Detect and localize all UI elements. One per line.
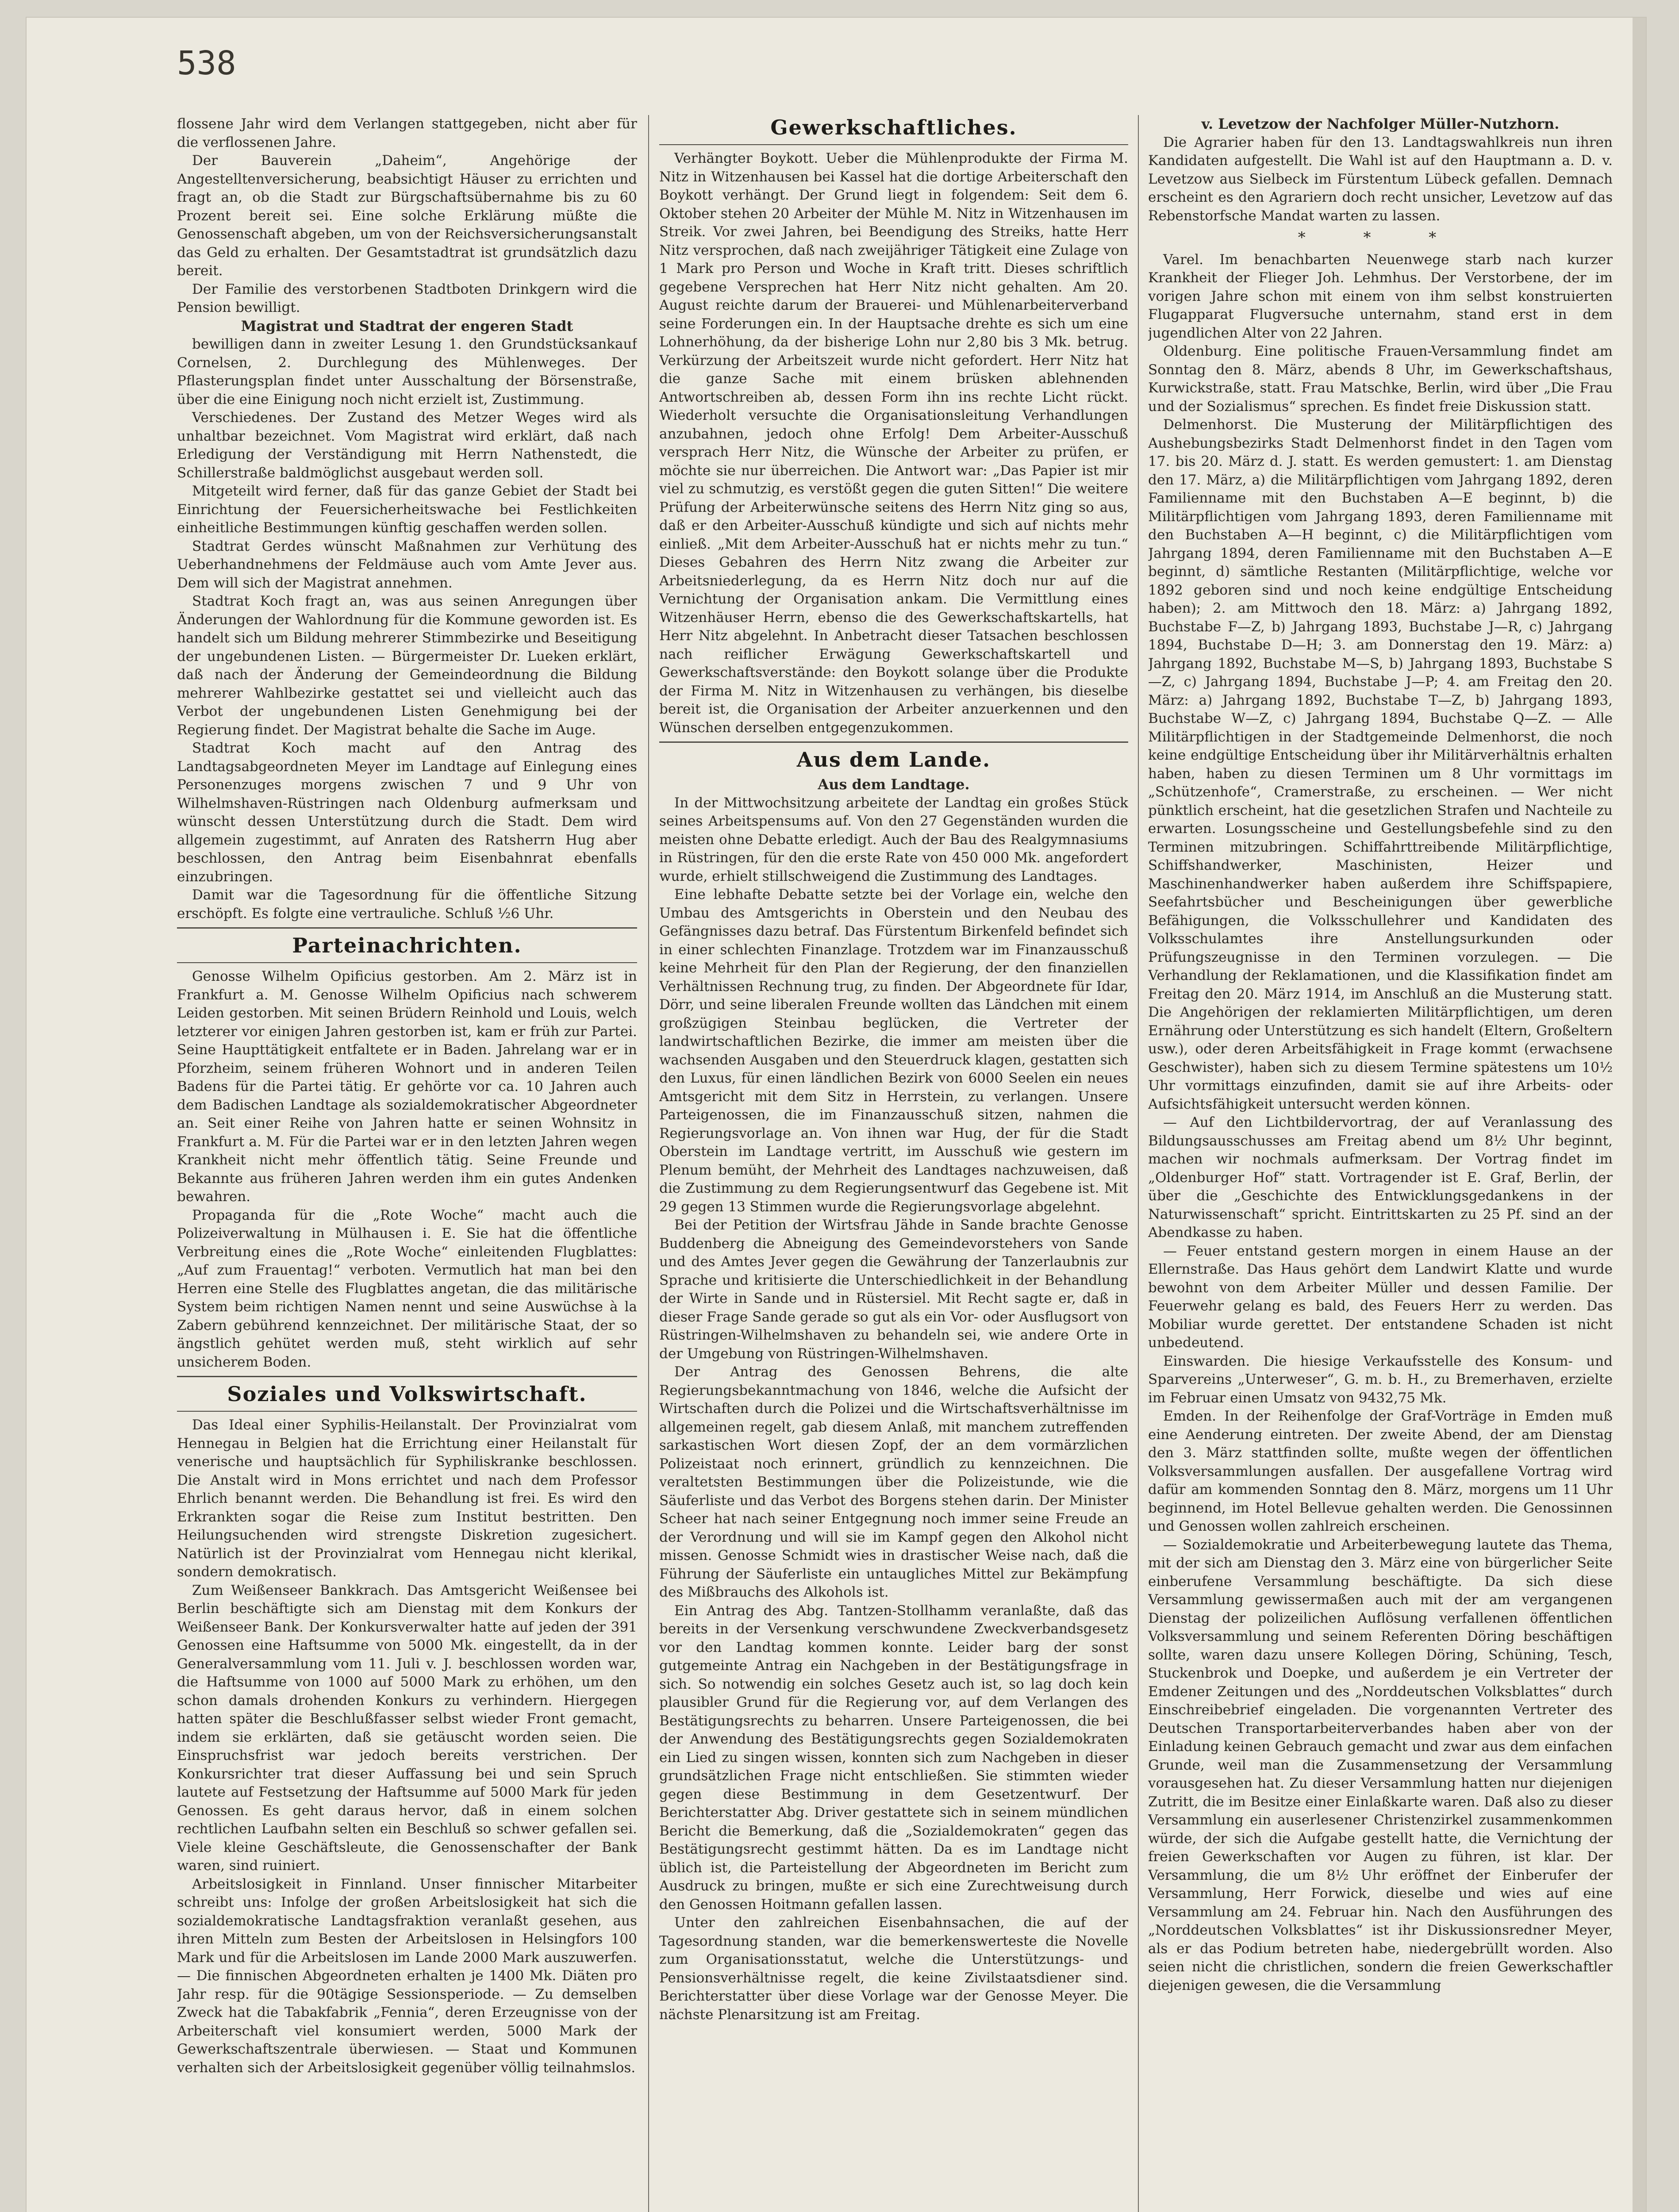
section-rule: [177, 1376, 637, 1377]
paragraph: bewilligen dann in zweiter Lesung 1. den Grundstücksankauf Cornelsen, 2. Durchlegung des Mühlenweges. Der Pflasterungsplan findet unter Ausschaltung der Börsenstraße, über die eine Einigung noch nicht erzielt ist, Zustimmung.: [177, 336, 637, 407]
paragraph: Genosse Wilhelm Opificius gestorben. Am 2. März ist in Frankfurt a. M. Genosse Wilhelm Opificius nach schwerem Leiden gestorben. Mit seinen Brüdern Reinhold und Louis, welch letzterer vor einigen Jahren gestorben ist, kam er früh zur Partei. Seine Haupttätigkeit entfaltete er in Baden. Jahrelang war er in Pforzheim, seinem früheren Wohnort und in anderen Teilen Badens für die Partei tätig. Er gehörte vor ca. 10 Jahren auch dem Badischen Landtage als sozialdemokratischer Abgeordneter an. Seit einer Reihe von Jahren hatte er seinen Wohnsitz in Frankfurt a. M. Für die Partei war er in den letzten Jahren wegen Krankheit nicht mehr öffentlich tätig. Seine Freunde und Bekannte aus früheren Jahren werden ihm ein gutes Andenken bewahren.: [177, 968, 637, 1205]
paragraph: Damit war die Tagesordnung für die öffentliche Sitzung erschöpft. Es folgte eine vertrauliche. Schluß ½6 Uhr.: [177, 887, 637, 922]
section-rule: [177, 1411, 637, 1412]
paragraph: Der Familie des verstorbenen Stadtboten Drinkgern wird die Pension bewilligt.: [177, 281, 637, 315]
paragraph: flossene Jahr wird dem Verlangen stattgegeben, nicht aber für die verflossenen Jahre.: [177, 116, 637, 150]
paragraph: Stadtrat Gerdes wünscht Maßnahmen zur Verhütung des Ueberhandnehmens der Feldmäuse auch vom Amte Jever aus. Dem will sich der Magistrat annehmen.: [177, 538, 637, 591]
paragraph: Der Antrag des Genossen Behrens, die alte Regierungsbekanntmachung von 1846, welche die Aufsicht der Wirtschaften durch die Polizei und die Wirtschaftsverhältnisse im allgemeinen regelt, gab diesem Anlaß, mit manchem zutreffenden sarkastischen Wort diesen Zopf, der an dem vormärzlichen Polizeistaat noch erinnert, gründlich zu kennzeichnen. Die veraltetsten Bestimmungen über die Polizeistunde, wie die Säuferliste und das Verbot des Borgens stehen darin. Der Minister Scheer hat nach seiner Entgegnung noch immer seine Freude an der Verordnung und will sie im Kampf gegen den Alkohol nicht missen. Genosse Schmidt wies in drastischer Weise nach, daß die Führung der Säuferliste ein untaugliches Mittel zur Bekämpfung des Mißbrauchs des Alkohols ist.: [659, 1364, 1128, 1600]
paragraph: Varel. Im benachbarten Neuenwege starb nach kurzer Krankheit der Flieger Joh. Lehmhus. Der Verstorbene, der im vorigen Jahre schon mit einem von ihm selbst konstruierten Flugapparat Flugversuche unternahm, stand erst in dem jugendlichen Alter von 22 Jahren.: [1148, 251, 1613, 341]
section-rule: [659, 741, 1128, 743]
paragraph: Die Agrarier haben für den 13. Landtagswahlkreis nun ihren Kandidaten aufgestellt. Die Wahl ist auf den Hauptmann a. D. v. Levetzow aus Sielbeck im Fürstentum Lübeck gefallen. Demnach erscheint es den Agrariern doch recht unsicher, Levetzow auf das Rebenstorfsche Mandat warten zu lassen.: [1148, 134, 1613, 224]
column-rule-1: [648, 115, 649, 2212]
column-2: [659, 115, 1128, 2212]
column-rule-2: [1138, 115, 1139, 2212]
subheading-landtage: Aus dem Landtage.: [818, 776, 970, 793]
paragraph: Das Ideal einer Syphilis-Heilanstalt. Der Provinzialrat vom Hennegau in Belgien hat die Errichtung einer Heilanstalt für venerische und hauptsächlich für Syphiliskranke beschlossen. Die Anstalt wird in Mons errichtet und nach dem Professor Ehrlich benannt werden. Die Behandlung ist frei. Es wird den Erkrankten sogar die Reise zum Institut bestritten. Den Heilungsuchenden wird strengste Diskretion zugesichert. Natürlich ist der Provinzialrat vom Hennegau nicht klerikal, sondern demokratisch.: [177, 1417, 637, 1580]
section-divider-stars: * * *: [1298, 229, 1463, 246]
section-rule: [177, 962, 637, 963]
page-number: 538: [177, 44, 236, 82]
section-heading-gewerkschaftliches: Gewerkschaftliches.: [770, 115, 1017, 139]
section-rule: [659, 144, 1128, 145]
paragraph: Einswarden. Die hiesige Verkaufsstelle des Konsum- und Sparvereins „Unterweser“, G. m. b. H., zu Bremerhaven, erzielte im Februar einen Umsatz von 9432,75 Mk.: [1148, 1353, 1613, 1406]
paragraph: Stadtrat Koch fragt an, was aus seinen Anregungen über Änderungen der Wahlordnung für die Kommune geworden ist. Es handelt sich um Bildung mehrerer Stimmbezirke und Beseitigung der ungebundenen Listen. — Bürgermeister Dr. Lueken erklärt, daß nach der Änderung der Gemeindeordnung die Bildung mehrerer Wahlbezirke gestattet sei und vielleicht auch das Verbot der ungebundenen Listen Genehmigung bei der Regierung findet. Der Magistrat behalte die Sache im Auge.: [177, 593, 637, 738]
paragraph: Der Bauverein „Daheim“, Angehörige der Angestelltenversicherung, beabsichtigt Häuser zu errichten und fragt an, ob die Stadt zur Bürgschaftsübernahme bis zu 60 Prozent bereit sei. Eine solche Erklärung müßte die Genossenschaft abgeben, um von der Reichsversicherungsanstalt das Geld zu erhalten. Der Gesamtstadtrat ist grundsätzlich dazu bereit.: [177, 153, 637, 279]
paragraph: Verhängter Boykott. Ueber die Mühlenprodukte der Firma M. Nitz in Witzenhausen bei Kassel hat die dortige Arbeiterschaft den Boykott verhängt. Der Grund liegt in folgendem: Seit dem 6. Oktober stehen 20 Arbeiter der Mühle M. Nitz in Witzenhausen im Streik. Vor zwei Jahren, bei Beendigung des Streiks, hatte Herr Nitz versprochen, daß nach zweijähriger Tätigkeit eine Zulage von 1 Mark pro Person und Woche in Kraft tritt. Dieses schriftlich gegebene Versprechen hat Herr Nitz nicht gehalten. Am 20. August reichte darum der Brauerei- und Mühlenarbeiterverband seine Forderungen ein. In der Hauptsache drehte es sich um eine Lohnerhöhung, da der bisherige Lohn nur 2,80 bis 3 Mk. betrug. Verkürzung der Arbeitszeit wurde nicht gefordert. Herr Nitz hat die ganze Sache mit einem brüsken ablehnenden Antwortschreiben ab, dessen Form ihn ins rechte Licht rückt. Wiederholt versuchte die Organisationsleitung Verhandlungen anzubahnen, jedoch ohne Erfolg! Dem Arbeiter-Ausschuß versprach Herr Nitz, die Wünsche der Arbeiter zu prüfen, er möchte sie nur überreichen. Die Antwort war: „Das Papier ist mir viel zu schmutzig, es verstößt gegen die guten Sitten!“ Die weitere Prüfung der Arbeiterwünsche seitens des Herrn Nitz ging so aus, daß er den Arbeiter-Ausschuß kündigte und sich auf nichts mehr einließ. „Mit dem Arbeiter-Ausschuß hat er nichts mehr zu tun.“ Dieses Gebahren des Herrn Nitz zwang die Arbeiter zur Arbeitsniederlegung, da es Herrn Nitz doch nur auf die Vernichtung der Organisation ankam. Die Vermittlung eines Witzenhäuser Herrn, ebenso die des Gewerkschaftskartells, hat Herr Nitz abgelehnt. In Anbetracht dieser Tatsachen beschlossen nach reiflicher Erwägung Gewerkschaftskartell und Gewerkschaftsverstände: den Boykott solange über die Produkte der Firma M. Nitz in Witzenhausen zu verhängen, bis dieselbe bereit ist, die Organisation der Arbeiter anzuerkennen und den Wünschen derselben entgegenzukommen.: [659, 150, 1128, 736]
paragraph: Mitgeteilt wird ferner, daß für das ganze Gebiet der Stadt bei Einrichtung der Feuersicherheitswache bei Festlichkeiten einheitliche Bestimmungen künftig geschaffen werden sollen.: [177, 483, 637, 536]
paragraph: — Auf den Lichtbildervortrag, der auf Veranlassung des Bildungsausschusses am Freitag abend um 8½ Uhr beginnt, machen wir nochmals aufmerksam. Der Vortrag findet im „Oldenburger Hof“ statt. Vortragender ist E. Graf, Berlin, der über die „Geschichte des Entwicklungsgedankens in der Naturwissenschaft“ spricht. Eintrittskarten zu 25 Pf. sind an der Abendkasse zu haben.: [1148, 1114, 1613, 1240]
paragraph: Ein Antrag des Abg. Tantzen-Stollhamm veranlaßte, daß das bereits in der Versenkung verschwundene Zweckverbandsgesetz vor den Landtag kommen konnte. Leider barg der sonst gutgemeinte Antrag ein Nachgeben in der Bestätigungsfrage in sich. So notwendig ein solches Gesetz auch ist, so lag doch kein plausibler Grund für die Regierung vor, auf dem Verlangen des Bestätigungsrechts zu beharren. Unsere Parteigenossen, die bei der Anwendung des Bestätigungsrechts gegen Sozialdemokraten ein Lied zu singen wissen, konnten sich zum Nachgeben in dieser grundsätzlichen Frage nicht entschließen. Sie stimmten wieder gegen diese Bestimmung in dem Gesetzentwurf. Der Berichterstatter Abg. Driver gestattete sich in seinem mündlichen Bericht die Bemerkung, daß die „Sozialdemokraten“ gegen das Bestätigungsrecht gestimmt hätten. Da es im Landtage nicht üblich ist, die Parteistellung der Abgeordneten im Bericht zum Ausdruck zu bringen, mußte er sich eine Zurechtweisung durch den Genossen Hoitmann gefallen lassen.: [659, 1602, 1128, 1912]
paragraph: Emden. In der Reihenfolge der Graf-Vorträge in Emden muß eine Aenderung eintreten. Der zweite Abend, der am Dienstag den 3. März stattfinden sollte, mußte wegen der öffentlichen Volksversammlungen ausfallen. Der ausgefallene Vortrag wird dafür am kommenden Sonntag den 8. März, morgens um 11 Uhr beginnend, im Hotel Bellevue gehalten werden. Die Genossinnen und Genossen wollen zahlreich erscheinen.: [1148, 1408, 1613, 1534]
paragraph: Propaganda für die „Rote Woche“ macht auch die Polizeiverwaltung in Mülhausen i. E. Sie hat die öffentliche Verbreitung eines die „Rote Woche“ einleitenden Flugblattes: „Auf zum Frauentag!“ verboten. Vermutlich hat man bei den Herren eine Stelle des Flugblattes angetan, die das militärische System beim richtigen Namen nennt und seine Auswüchse à la Zabern gebührend kennzeichnet. Der militärische Staat, der so ängstlich gehütet werden muß, steht wirklich auf sehr unsicherem Boden.: [177, 1207, 637, 1370]
paragraph: — Feuer entstand gestern morgen in einem Hause an der Ellernstraße. Das Haus gehört dem Landwirt Klatte und wurde bewohnt von dem Arbeiter Müller und dessen Familie. Der Feuerwehr gelang es bald, des Feuers Herr zu werden. Das Mobiliar wurde gerettet. Der entstandene Schaden ist nicht unbedeutend.: [1148, 1243, 1613, 1351]
newspaper-page: [27, 18, 1646, 2212]
paragraph: Stadtrat Koch macht auf den Antrag des Landtagsabgeordneten Meyer im Landtage auf Einlegung eines Personenzuges morgens zwischen 7 und 9 Uhr von Wilhelmshaven-Rüstringen nach Oldenburg aufmerksam und wünscht dessen Unterstützung durch die Stadt. Dem wird allgemein zugestimmt, auf Anraten des Ratsherrn Hug aber beschlossen, den Antrag beim Eisenbahnrat ebenfalls einzubringen.: [177, 740, 637, 885]
paragraph: Zum Weißenseer Bankkrach. Das Amtsgericht Weißensee bei Berlin beschäftigte sich am Dienstag mit dem Konkurs der Weißenseer Bank. Der Konkursverwalter hatte auf jeden der 391 Genossen eine Haftsumme von 5000 Mk. eingestellt, da in der Generalversammlung vom 11. Juli v. J. beschlossen worden war, die Haftsumme von 1000 auf 5000 Mark zu erhöhen, um den schon damals drohenden Konkurs zu verhindern. Hiergegen hatten später die Beschlußfasser selbst wieder Front gemacht, indem sie erklärten, daß sie getäuscht worden seien. Die Einspruchsfrist war jedoch bereits verstrichen. Der Konkursrichter trat dieser Auffassung bei und sein Spruch lautete auf Festsetzung der Haftsumme auf 5000 Mark für jeden Genossen. Es geht daraus hervor, daß in einem solchen rechtlichen Laufbahn selten ein Beschluß so schwer gefallen sei. Viele kleine Geschäftsleute, die Genossenschafter der Bank waren, sind ruiniert.: [177, 1582, 637, 1874]
subheading-levetzow: v. Levetzow der Nachfolger Müller-Nutzhorn.: [1201, 115, 1560, 132]
column-1: [177, 115, 637, 2212]
subheading-magistrat: Magistrat und Stadtrat der engeren Stadt: [241, 317, 573, 334]
section-heading-parteinachrichten: Parteinachrichten.: [292, 933, 522, 957]
paragraph: Eine lebhafte Debatte setzte bei der Vorlage ein, welche den Umbau des Amtsgerichts in Oberstein und den Neubau des Gefängnisses dazu betraf. Das Fürstentum Birkenfeld befindet sich in einer schlechten Finanzlage. Trotzdem war im Finanzausschuß keine Mehrheit für den Plan der Regierung, der den finanziellen Verhältnissen Rechnung trug, zu finden. Der Abgeordnete für Idar, Dörr, und seine liberalen Freunde wollten das Ländchen mit einem großzügigen Steinbau beglücken, die Vertreter der landwirtschaftlichen Bezirke, die immer am meisten über die wachsenden Ausgaben und den Steuerdruck klagen, gestatten sich den Luxus, für einen ländlichen Bezirk von 6000 Seelen ein neues Amtsgericht mit dem Sitz in Herrstein, zu verlangen. Unsere Parteigenossen, die im Finanzausschuß sitzen, nahmen die Regierungsvorlage an. Von ihnen war Hug, der für die Stadt Oberstein im Landtage vertritt, im Ausschuß wie gestern im Plenum bemüht, der Mehrheit des Landtages nachzuweisen, daß die Zustimmung zu dem Regierungsentwurf das Gegebene ist. Mit 29 gegen 13 Stimmen wurde die Regierungsvorlage abgelehnt.: [659, 887, 1128, 1215]
page-spine: [1633, 18, 1646, 2212]
paragraph: — Sozialdemokratie und Arbeiterbewegung lautete das Thema, mit der sich am Dienstag den 3. März eine von bürgerlicher Seite einberufene Versammlung beschäftigte. Da sich diese Versammlung gewissermaßen auch mit der am vergangenen Dienstag der polizeilichen Auflösung verfallenen öffentlichen Volksversammlung und seinem Referenten Döring beschäftigen sollte, waren dazu unsere Kollegen Döring, Schüning, Tesch, Stuckenbrok und Doepke, und außerdem je ein Vertreter der Emdener Zeitungen und des „Norddeutschen Volksblattes“ durch Einschreibebrief eingeladen. Die vorgenannten Vertreter des Deutschen Transportarbeiterverbandes haben aber von der Einladung keinen Gebrauch gemacht und zwar aus dem einfachen Grunde, weil man die Zusammensetzung der Versammlung vorausgesehen hat. Zu dieser Versammlung hatten nur diejenigen Zutritt, die im Besitze einer Einlaßkarte waren. Daß also zu dieser Versammlung ein auserlesener Christenzirkel zusammenkommen würde, der sich die Aufgabe gestellt hatte, die Vernichtung der freien Gewerkschaften vor Augen zu führen, ist klar. Der Versammlung, die um 8½ Uhr eröffnet der Einberufer der Versammlung, Herr Forwick, dieselbe und wies auf eine Versammlung am 24. Februar hin. Nach den Ausführungen des „Norddeutschen Volksblattes“ ist ihr Diskussionsredner Meyer, als er das Podium betreten habe, niedergebrüllt worden. Also seien nicht die christlichen, sondern die freien Gewerkschaftler diejenigen gewesen, die die Versammlung: [1148, 1536, 1613, 1993]
paragraph: Verschiedenes. Der Zustand des Metzer Weges wird als unhaltbar bezeichnet. Vom Magistrat wird erklärt, daß nach Erledigung der Verständigung mit Herrn Nathenstedt, die Schillerstraße baldmöglichst ausgebaut werden soll.: [177, 410, 637, 481]
section-rule: [177, 927, 637, 929]
section-heading-aus-dem-lande: Aus dem Lande.: [796, 748, 991, 772]
paragraph: Unter den zahlreichen Eisenbahnsachen, die auf der Tagesordnung standen, war die bemerkenswerteste die Novelle zum Organisationsstatut, welche die Unterstützungs- und Pensionsverhältnisse regelt, die keine Zivilstaatsdiener sind. Berichterstatter über diese Vorlage war der Genosse Meyer. Die nächste Plenarsitzung ist am Freitag.: [659, 1915, 1128, 2023]
paragraph: Bei der Petition der Wirtsfrau Jähde in Sande brachte Genosse Buddenberg die Abneigung des Gemeindevorstehers von Sande und des Amtes Jever gegen die Gewährung der Tanzerlaubnis zur Sprache und kritisierte die Unterschiedlichkeit in der Behandlung der Wirte in Sande und in Rüstersiel. Mit Recht sagte er, daß in dieser Frage Sande gerade so gut als ein Vor- oder Ausflugsort von Rüstringen-Wilhelmshaven zu behandeln sei, wie andere Orte in der Umgebung von Rüstringen-Wilhelmshaven.: [659, 1217, 1128, 1362]
section-heading-soziales: Soziales und Volkswirtschaft.: [227, 1382, 587, 1406]
paragraph: In der Mittwochsitzung arbeitete der Landtag ein großes Stück seines Arbeitspensums auf. Von den 27 Gegenständen wurden die meisten ohne Debatte erledigt. Auch der Bau des Realgymnasiums in Rüstringen, für den die erste Rate von 450 000 Mk. angefordert wurde, erhielt stillschweigend die Zustimmung des Landtages.: [659, 795, 1128, 884]
paragraph: Oldenburg. Eine politische Frauen-Versammlung findet am Sonntag den 8. März, abends 8 Uhr, im Gewerkschaftshaus, Kurwickstraße, statt. Frau Matschke, Berlin, wird über „Die Frau und der Sozialismus“ sprechen. Es findet freie Diskussion statt.: [1148, 343, 1613, 415]
paragraph: Delmenhorst. Die Musterung der Militärpflichtigen des Aushebungsbezirks Stadt Delmenhorst findet in den Tagen vom 17. bis 20. März d. J. statt. Es werden gemustert: 1. am Dienstag den 17. März, a) die Militärpflichtigen vom Jahrgang 1892, deren Familienname mit den Buchstaben A—E beginnt, b) die Militärpflichtigen vom Jahrgang 1893, deren Familienname mit den Buchstaben A—H beginnt, c) die Militärpflichtigen vom Jahrgang 1894, deren Familienname mit den Buchstaben A—E beginnt, d) sämtliche Restanten (Militärpflichtige, welche vor 1892 geboren sind und noch keine endgültige Entscheidung haben); 2. am Mittwoch den 18. März: a) Jahrgang 1892, Buchstabe F—Z, b) Jahrgang 1893, Buchstabe J—R, c) Jahrgang 1894, Buchstabe D—H; 3. am Donnerstag den 19. März: a) Jahrgang 1892, Buchstabe M—S, b) Jahrgang 1893, Buchstabe S—Z, c) Jahrgang 1894, Buchstabe J—P; 4. am Freitag den 20. März: a) Jahrgang 1892, Buchstabe T—Z, b) Jahrgang 1893, Buchstabe W—Z, c) Jahrgang 1894, Buchstabe Q—Z. — Alle Militärpflichtigen in der Stadtgemeinde Delmenhorst, die noch keine endgültige Entscheidung über ihr Militärverhältnis erhalten haben, haben zu diesen Terminen um 8 Uhr vormittags im „Schützenhofe“, Cramerstraße, zu erscheinen. — Wer nicht pünktlich erscheint, hat die gesetzlichen Strafen und Nachteile zu erwarten. Losungsscheine und Gestellungsbefehle sind zu den Terminen mitzubringen. Schiffahrttreibende Militärpflichtige, Schiffshandwerker, Maschinisten, Heizer und Maschinenhandwerker haben außerdem ihre Schiffspapiere, Seefahrtsbücher und Bescheinigungen über gewerbliche Befähigungen, die Volksschullehrer und Kandidaten des Volksschulamtes ihre Anstellungsurkunden oder Prüfungszeugnisse in den Terminen vorzulegen. — Die Verhandlung der Reklamationen, und die Klassifikation findet am Freitag den 20. März 1914, im Anschluß an die Musterung statt. Die Angehörigen der reklamierten Militärpflichtigen, um deren Ernährung oder Unterstützung es sich handelt (Eltern, Großeltern usw.), oder deren Arbeitsfähigkeit in Frage kommt (erwachsene Geschwister), haben sich zu diesem Termine spätestens um 10½ Uhr vormittags einzufinden, damit sie auf ihre Arbeits- oder Aufsichtsfähigkeit untersucht werden können.: [1148, 417, 1613, 1112]
column-3: [1148, 115, 1613, 2212]
paragraph: Arbeitslosigkeit in Finnland. Unser finnischer Mitarbeiter schreibt uns: Infolge der großen Arbeitslosigkeit hat sich die sozialdemokratische Landtagsfraktion veranlaßt gesehen, aus ihren Mitteln zum Besten der Arbeitslosen in Helsingfors 100 Mark und für die Arbeitslosen im Lande 2000 Mark auszuwerfen. — Die finnischen Abgeordneten erhalten je 1400 Mk. Diäten pro Jahr resp. für die 90tägige Sessionsperiode. — Zu demselben Zweck hat die Tabakfabrik „Fennia“, deren Erzeugnisse von der Arbeiterschaft viel konsumiert werden, 5000 Mark der Gewerkschaftszentrale überwiesen. — Staat und Kommunen verhalten sich der Arbeitslosigkeit gegenüber völlig teilnahmslos.: [177, 1876, 637, 2076]
